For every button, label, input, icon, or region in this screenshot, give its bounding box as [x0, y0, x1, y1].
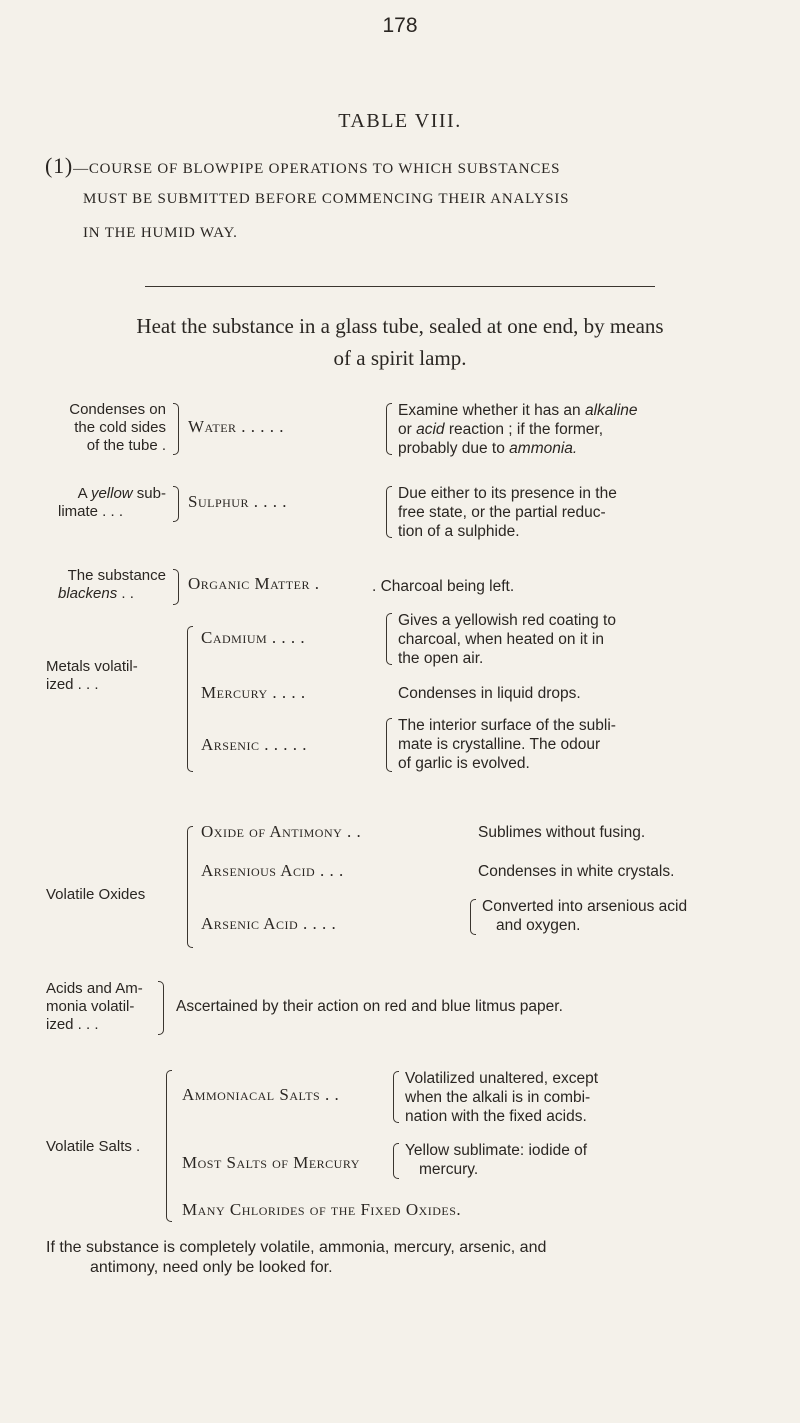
water-name: Water . . . . . [188, 417, 285, 436]
organic-name: Organic Matter . [188, 574, 320, 593]
intro-line2: of a spirit lamp. [333, 346, 467, 370]
arsenic-description [398, 716, 778, 773]
metals-group-line2: ized . . . [46, 676, 99, 693]
ammoniacal-description [405, 1069, 780, 1126]
arsenic-acid-description [482, 897, 782, 935]
water-obs-line3: of the tube . [86, 437, 166, 454]
organic-obs-line1: The substance [67, 567, 166, 584]
sulphur-obs-sub: sub- [132, 485, 166, 502]
divider-rule [145, 286, 655, 287]
sulphur-brace [173, 486, 179, 522]
organic-brace [173, 569, 179, 605]
section-heading-line2: MUST BE SUBMITTED BEFORE COMMENCING THEIR ANALYSIS [83, 191, 570, 207]
organic-description: . Charcoal being left. [372, 578, 515, 595]
mercury-salts-desc-brace [393, 1143, 399, 1179]
arsenic-desc-line3: of garlic is evolved. [398, 755, 530, 772]
arsenic-acid-name: Arsenic Acid . . . . [201, 914, 337, 933]
sulphur-desc-brace [386, 486, 392, 538]
arsenious-name: Arsenious Acid . . . [201, 861, 344, 880]
acids-description: Ascertained by their action on red and blue litmus paper. [176, 998, 563, 1015]
ammoniacal-desc-line1: Volatilized unaltered, except [405, 1070, 599, 1087]
oxides-group-label: Volatile Oxides [46, 886, 146, 903]
arsenic-desc-line1: The interior surface of the subli- [398, 717, 616, 734]
intro-line1: Heat the substance in a glass tube, sealed at one end, by means [136, 314, 664, 338]
water-description [398, 401, 778, 458]
salts-group-brace [166, 1070, 172, 1222]
metals-group-label [46, 658, 186, 694]
mercury-description: Condenses in liquid drops. [398, 685, 581, 702]
water-observation [46, 401, 166, 455]
water-desc-acid: acid [416, 421, 445, 438]
arsenic-name: Arsenic . . . . . [201, 735, 307, 754]
cadmium-desc-line1: Gives a yellowish red coating to [398, 612, 616, 629]
acids-group-line1: Acids and Am- [46, 980, 143, 997]
sulphur-description [398, 484, 778, 541]
cadmium-name: Cadmium . . . . [201, 628, 306, 647]
sulphur-desc-line2: free state, or the partial reduc- [398, 504, 606, 521]
metals-group-brace [187, 626, 193, 772]
page-number: 178 [382, 14, 418, 37]
organic-obs-blackens: blackens [58, 585, 118, 602]
arsenic-desc-line2: mate is crystalline. The odour [398, 736, 601, 753]
water-desc-ammonia: ammonia. [509, 440, 578, 457]
acids-group-label [46, 980, 166, 1034]
ammoniacal-desc-line2: when the alkali is in combi- [405, 1089, 591, 1106]
section-heading [45, 150, 785, 250]
footer-line2: antimony, need only be looked for. [90, 1259, 333, 1276]
arsenic-acid-desc-line2: and oxygen. [496, 917, 581, 934]
table-title: TABLE VIII. [338, 110, 462, 132]
sulphur-obs-yellow: yellow [90, 485, 133, 502]
ammoniacal-name: Ammoniacal Salts . . [182, 1085, 340, 1104]
antimony-description: Sublimes without fusing. [478, 824, 646, 841]
water-obs-line1: Condenses on [69, 401, 166, 418]
section-heading-line1: —COURSE OF BLOWPIPE OPERATIONS TO WHICH SUBSTANCES [73, 161, 561, 177]
cadmium-desc-brace [386, 613, 392, 665]
water-desc-text4: probably due to [398, 440, 510, 457]
sulphur-desc-line1: Due either to its presence in the [398, 485, 617, 502]
chlorides-name: Many Chlorides of the Fixed Oxides. [182, 1200, 462, 1219]
water-brace [173, 403, 179, 455]
acids-group-line3: ized . . . [46, 1016, 99, 1033]
organic-observation [46, 567, 166, 603]
intro-text [0, 310, 800, 374]
water-obs-line2: the cold sides [74, 419, 166, 436]
water-desc-brace [386, 403, 392, 455]
sulphur-obs-a: A [77, 485, 91, 502]
water-desc-text2: or [398, 421, 417, 438]
mercury-salts-desc-line1: Yellow sublimate: iodide of [405, 1142, 588, 1159]
mercury-salts-description [405, 1141, 780, 1179]
water-desc-text1: Examine whether it has an [398, 402, 585, 419]
acids-brace [158, 981, 164, 1035]
cadmium-desc-line2: charcoal, when heated on it in [398, 631, 604, 648]
arsenic-desc-brace [386, 718, 392, 772]
cadmium-description [398, 611, 778, 668]
organic-obs-dots: . . [117, 585, 134, 602]
arsenious-description: Condenses in white crystals. [478, 863, 675, 880]
footer-note [46, 1238, 786, 1278]
sulphur-obs-line2: limate . . . [58, 503, 124, 520]
footer-line1: If the substance is completely volatile, ammonia, mercury, arsenic, and [46, 1239, 547, 1256]
ammoniacal-desc-brace [393, 1071, 399, 1123]
mercury-salts-name: Most Salts of Mercury [182, 1153, 360, 1172]
cadmium-desc-line3: the open air. [398, 650, 484, 667]
salts-group-label: Volatile Salts . [46, 1138, 141, 1155]
ammoniacal-desc-line3: nation with the fixed acids. [405, 1108, 587, 1125]
arsenic-acid-desc-brace [470, 899, 476, 935]
sulphur-desc-line3: tion of a sulphide. [398, 523, 520, 540]
section-number: (1) [45, 153, 74, 178]
acids-group-line2: monia volatil- [46, 998, 135, 1015]
mercury-salts-desc-line2: mercury. [419, 1161, 479, 1178]
water-desc-text3: reaction ; if the former, [444, 421, 604, 438]
sulphur-name: Sulphur . . . . [188, 492, 287, 511]
sulphur-observation [46, 485, 166, 521]
water-desc-alkaline: alkaline [584, 402, 638, 419]
oxides-group-brace [187, 826, 193, 948]
arsenic-acid-desc-line1: Converted into arsenious acid [482, 898, 688, 915]
section-heading-line3: IN THE HUMID WAY. [83, 225, 238, 241]
metals-group-line1: Metals volatil- [46, 658, 138, 675]
antimony-name: Oxide of Antimony . . [201, 822, 362, 841]
mercury-name: Mercury . . . . [201, 683, 306, 702]
